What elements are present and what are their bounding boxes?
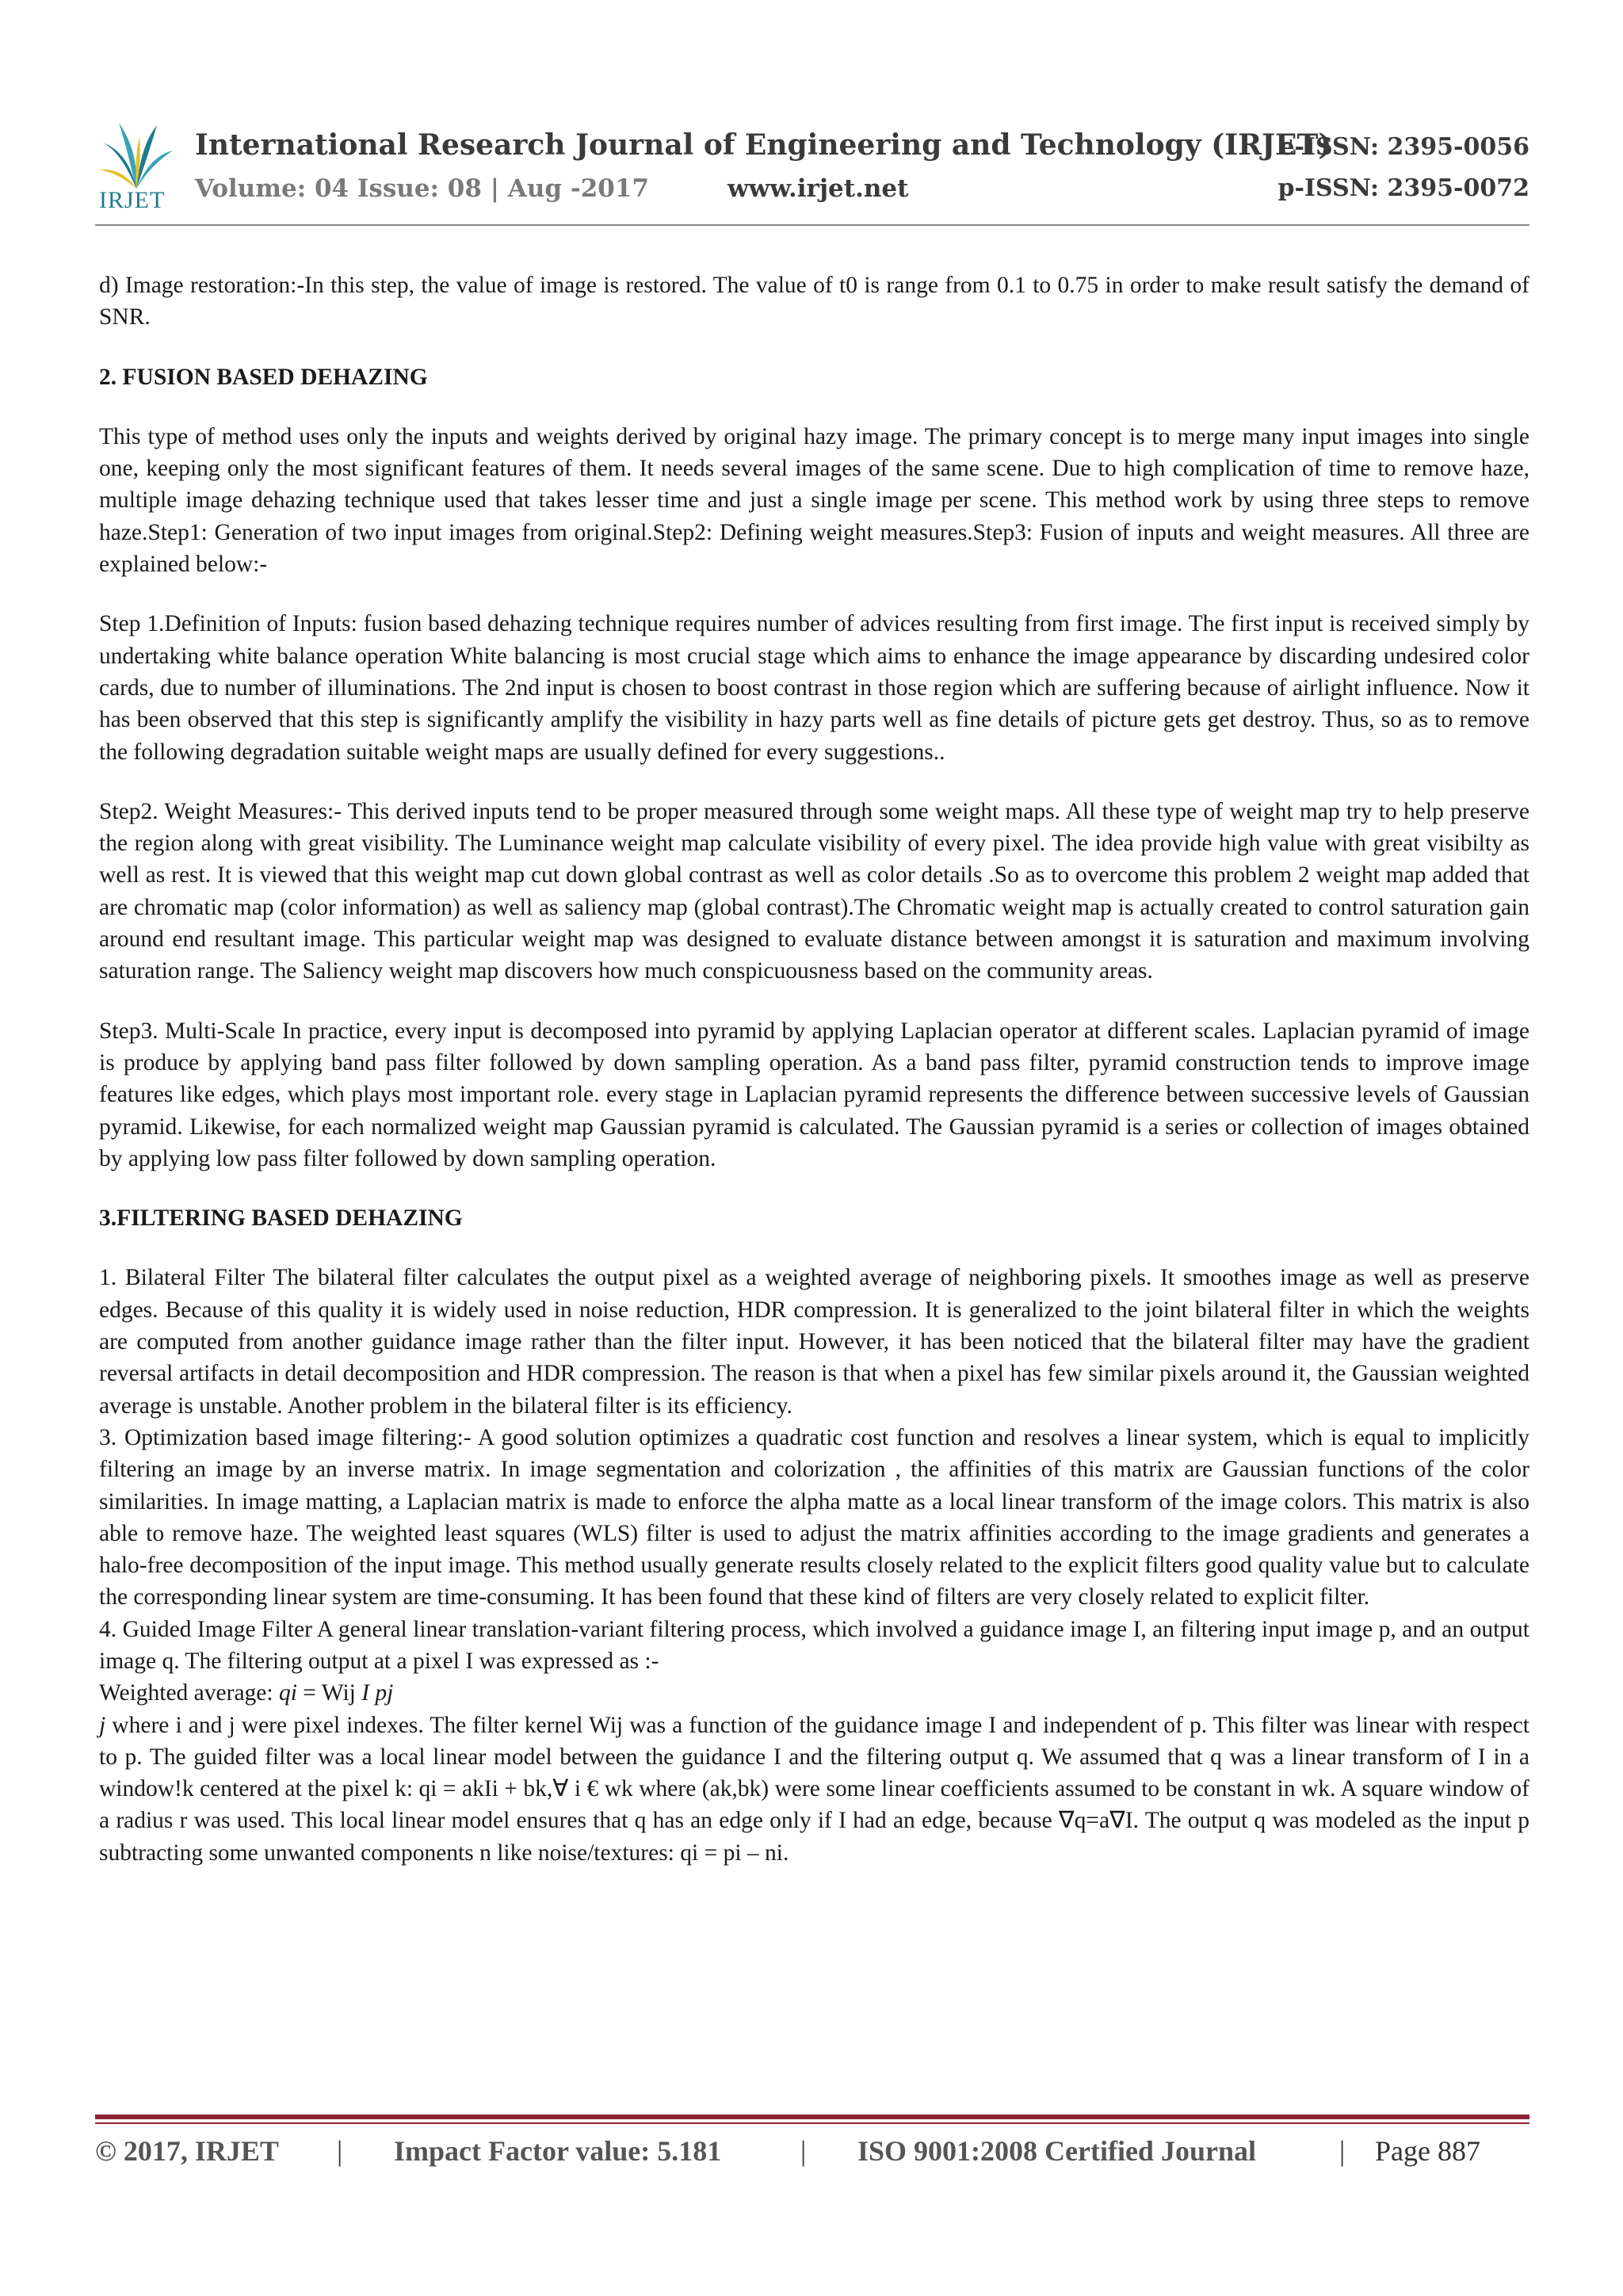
paragraph-guided-filter-text: where i and j were pixel indexes. The filter kernel Wij was a function of the guidance image I and independent of p. This filter was linear with respect to p. The guided filter was a local linear model between the guidance I and the filtering output q. We assumed that q was a linear transform of I in a window!k centered at the pixel k: qi = akIi + bk,∀ i € wk where (ak,bk) were some linear coefficients assumed to be constant in wk. A square window of a radius r was used. This local linear model ensures that q has an edge only if I had an edge, because ∇q=a∇I. The output q was modeled as the input p subtracting some unwanted components n like noise/textures: qi = pi – ni. [99,1712,1529,1866]
paragraph-step1: Step 1.Definition of Inputs: fusion based dehazing technique requires number of advices resulting from first image. The first input is received simply by undertaking white balance operation White balancing is most crucial stage which aims to enhance the image appearance by discarding undesired color cards, due to number of illuminations. The 2nd input is chosen to boost contrast in those region which are suffering because of airlight influence. Now it has been observed that this step is significantly amplify the visibility in hazy parts well as fine details of picture gets get destroy. Thus, so as to remove the following degradation suitable weight maps are usually defined for every suggestions.. [99,611,1529,765]
page-footer [95,2134,1529,2174]
paragraph-step2: Step2. Weight Measures:- This derived inputs tend to be proper measured through some weight maps. All these type of weight map try to help preserve the region along with great visibility. The Luminance weight map calculate visibility of every pixel. The idea provide high value with great visibilty as well as rest. It is viewed that this weight map cut down global contrast as well as color details .So as to overcome this problem 2 weight map added that are chromatic map (color information) as well as saliency map (global contrast).The Chromatic weight map is actually created to control saturation gain around end resultant image. This particular weight map was designed to evaluate distance between amongst it is saturation and maximum involving saturation range. The Saliency weight map discovers how much conspicuousness based on the community areas. [99,798,1529,984]
header-divider [95,224,1529,226]
paragraph-fusion-intro: This type of method uses only the inputs and weights derived by original hazy image. The primary concept is to merge many input images into single one, keeping only the most significant features of them. It needs several images of the same scene. Due to high complication of time to remove haze, multiple image dehazing technique used that takes lesser time and just a single image per scene. This method work by using three steps to remove haze.Step1: Generation of two input images from original.Step2: Defining weight measures.Step3: Fusion of inputs and weight measures. All three are explained below:- [99,423,1529,578]
website-link[interactable]: www.irjet.net [727,174,909,203]
e-issn: e-ISSN: 2395-0056 [1279,133,1529,161]
section-heading-filtering: 3.FILTERING BASED DEHAZING [99,1205,463,1232]
paragraph-step3: Step3. Multi-Scale In practice, every input is decomposed into pyramid by applying Laplacian operator at different scales. Laplacian pyramid of image is produce by applying band pass filter followed by down sampling operation. As a band pass filter, pyramid construction tends to improve image features like edges, which plays most important role. every stage in Laplacian pyramid represents the difference between successive levels of Gaussian pyramid. Likewise, for each normalized weight map Gaussian pyramid is calculated. The Gaussian pyramid is a series or collection of images obtained by applying low pass filter followed by down sampling operation. [99,1018,1529,1171]
page-header [95,119,1529,222]
footer-divider-thick [95,2115,1529,2119]
paragraph-optimization-filter: 3. Optimization based image filtering:- A good solution optimizes a quadratic cost function and resolves a linear system, which is equal to implicitly filtering an image by an inverse matrix. In image segmentation and colorization , the affinities of this matrix are Gaussian functions of the color similarities. In image matting, a Laplacian matrix is made to enforce the alpha matte as a local linear transform of the image colors. This matrix is also able to remove haze. The weighted least squares (WLS) filter is used to adjust the matrix affinities according to the image gradients and generates a halo-free decomposition of the input image. This method usually generate results closely related to the explicit filters good quality value but to calculate the corresponding linear system are time-consuming. It has been found that these kind of filters are very closely related to explicit filter. [99,1424,1529,1610]
volume-issue: Volume: 04 Issue: 08 | Aug -2017 [195,174,650,203]
p-issn: p-ISSN: 2395-0072 [1277,174,1529,202]
equation-lhs: qi [278,1680,297,1706]
paragraph-image-restoration: d) Image restoration:-In this step, the value of image is restored. The value of t0 is range from 0.1 to 0.75 in order to make result satisfy the demand of SNR. [99,273,1529,330]
footer-page-number: Page 887 [1375,2135,1480,2167]
article-body [99,269,1529,1869]
footer-copyright: © 2017, IRJET [95,2135,279,2167]
footer-separator: | [337,2135,343,2167]
footer-divider-thin [95,2122,1529,2124]
footer-separator: | [1339,2135,1346,2167]
footer-iso: ISO 9001:2008 Certified Journal [857,2135,1256,2167]
section-heading-fusion: 2. FUSION BASED DEHAZING [99,364,428,390]
paragraph-guided-filter-details [99,1710,1529,1869]
variable-j: j [99,1712,106,1738]
equation-rhs: I pj [361,1680,394,1706]
equation-mid: = Wij [296,1680,362,1706]
paragraph-guided-filter: 4. Guided Image Filter A general linear translation-variant filtering process, which involved a guidance image I, an filtering input image p, and an output image q. The filtering output at a pixel I was expressed as :- [99,1616,1529,1674]
equation-label: Weighted average: [99,1680,279,1706]
paragraph-bilateral-filter: 1. Bilateral Filter The bilateral filter calculates the output pixel as a weighted average of neighboring pixels. It smoothes image as well as preserve edges. Because of this quality it is widely used in noise reduction, HDR compression. It is generalized to the joint bilateral filter in which the weights are computed from another guidance image rather than the filter input. However, it has been noticed that the bilateral filter may have the gradient reversal artifacts in detail decomposition and HDR compression. The reason is that when a pixel has few similar pixels around it, the Gaussian weighted average is unstable. Another problem in the bilateral filter is its efficiency. [99,1265,1529,1419]
irjet-logo [95,119,178,214]
leaf-logo-icon [95,119,178,194]
logo-text: IRJET [99,187,166,213]
footer-separator: | [800,2135,807,2167]
journal-title: International Research Journal of Engineering and Technology (IRJET) [195,128,1332,162]
footer-impact-factor: Impact Factor value: 5.181 [394,2135,722,2167]
equation-weighted-average [99,1677,1529,1709]
